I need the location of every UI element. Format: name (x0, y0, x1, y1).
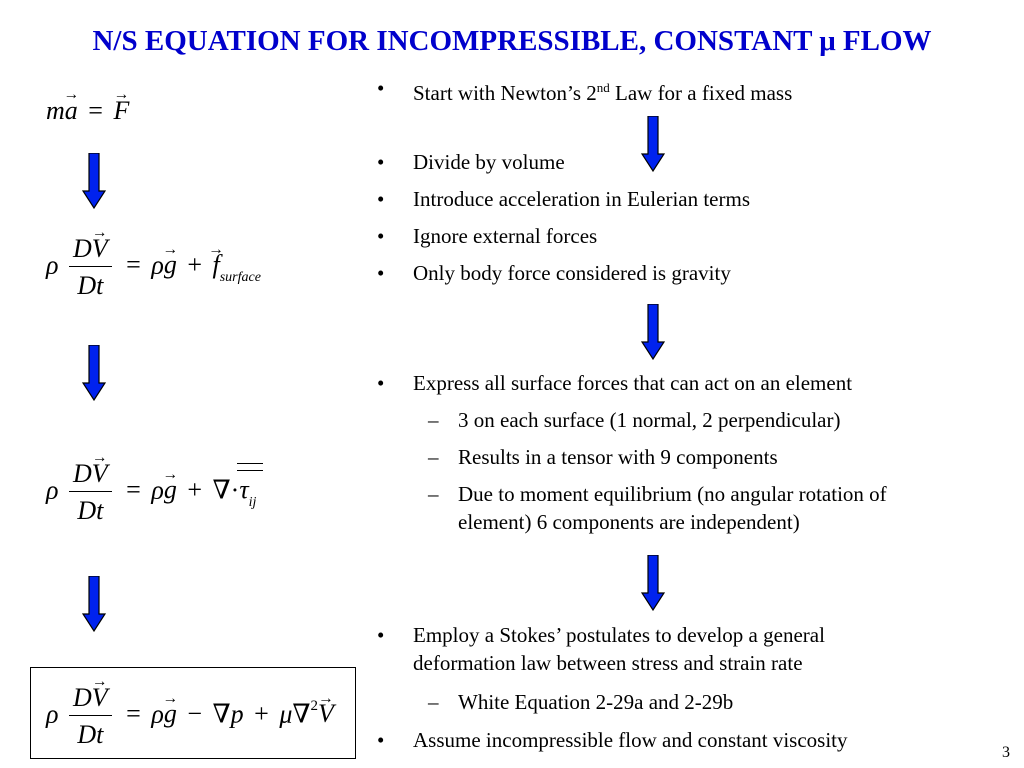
equation-momentum-stress (46, 459, 256, 526)
sub-bullet-three-per-surface (428, 406, 841, 434)
bullet-text: White Equation 2-29a and 2-29b (458, 690, 734, 714)
equals-sign: = (126, 250, 141, 280)
dash-marker: – (428, 445, 439, 469)
equals-sign: = (126, 475, 141, 505)
equation-navier-stokes (46, 683, 334, 750)
symbol-rho: ρ (46, 699, 59, 729)
bullet-text: Results in a tensor with 9 components (458, 445, 778, 469)
bullet-text: Divide by volume (413, 150, 565, 174)
bullet-text: element) 6 components are independent) (458, 510, 800, 534)
nabla-symbol: ∇ (292, 699, 311, 729)
bullet-marker: • (377, 187, 385, 211)
bullet-newton (377, 74, 793, 107)
symbol-D: D (72, 683, 92, 712)
vector-V: → V (92, 234, 108, 264)
bullet-divide-volume (377, 148, 565, 176)
bullet-text: Law for a fixed mass (609, 81, 793, 105)
down-arrow-icon (82, 345, 106, 401)
sub-bullet-white-equation (428, 688, 734, 716)
symbol-Dt: Dt (69, 266, 112, 301)
dash-marker: – (428, 690, 439, 714)
bullet-stokes (377, 621, 825, 677)
bullet-marker: • (377, 261, 385, 285)
symbol-Dt: Dt (69, 715, 112, 750)
symbol-D: D (72, 234, 92, 263)
dot-operator: · (230, 475, 240, 505)
down-arrow-icon (641, 304, 665, 360)
bullet-marker: • (377, 623, 385, 647)
bullet-marker: • (377, 76, 385, 100)
nabla-symbol: ∇ (212, 475, 231, 505)
bullet-text: Due to moment equilibrium (no angular rotation of (458, 482, 887, 506)
stress-tensor-tau: τ (239, 475, 249, 505)
symbol-rho: ρ (151, 699, 164, 729)
plus-sign: + (187, 475, 202, 505)
superscript-2: 2 (310, 698, 319, 715)
equation-newton (46, 96, 129, 126)
vector-g: → g (164, 475, 177, 505)
symbol-p: p (230, 699, 244, 729)
vector-f: → f (212, 250, 219, 280)
vector-V: → V (318, 699, 334, 729)
symbol-D: D (72, 459, 92, 488)
sub-bullet-moment-equilibrium (428, 480, 887, 536)
subscript-ij: ij (248, 495, 257, 511)
bullet-text: Only body force considered is gravity (413, 261, 731, 285)
dash-marker: – (428, 482, 439, 506)
slide-title: N/S EQUATION FOR INCOMPRESSIBLE, CONSTANT μ FLOW (92, 25, 932, 57)
sub-bullet-tensor (428, 443, 778, 471)
vector-V: → V (92, 459, 108, 489)
bullet-marker: • (377, 371, 385, 395)
vector-g: → g (164, 250, 177, 280)
bullet-text: Start with Newton’s 2 (413, 81, 597, 105)
material-derivative-fraction (69, 459, 112, 526)
bullet-text: Employ a Stokes’ postulates to develop a general (413, 623, 825, 647)
bullet-text: Assume incompressible flow and constant viscosity (413, 728, 848, 752)
symbol-rho: ρ (151, 475, 164, 505)
down-arrow-icon (641, 555, 665, 611)
symbol-Dt: Dt (69, 491, 112, 526)
minus-sign: − (187, 699, 202, 729)
bullet-marker: • (377, 728, 385, 752)
bullet-marker: • (377, 150, 385, 174)
vector-a: → a (65, 96, 78, 126)
plus-sign: + (187, 250, 202, 280)
bullet-superscript: nd (596, 80, 610, 95)
plus-sign: + (254, 699, 269, 729)
down-arrow-icon (82, 153, 106, 209)
equals-sign: = (88, 96, 103, 125)
bullet-text: Ignore external forces (413, 224, 598, 248)
material-derivative-fraction (69, 234, 112, 301)
symbol-mu: μ (279, 699, 293, 729)
equation-momentum-surface (46, 234, 261, 301)
bullet-text: 3 on each surface (1 normal, 2 perpendicular) (458, 408, 841, 432)
equals-sign: = (126, 699, 141, 729)
subscript-surface: surface (219, 270, 261, 286)
bullet-gravity (377, 259, 731, 287)
bullet-surface-forces (377, 369, 853, 397)
page-number: 3 (1002, 744, 1010, 761)
bullet-text: Express all surface forces that can act on an element (413, 371, 853, 395)
dash-marker: – (428, 408, 439, 432)
symbol-m: m (46, 96, 65, 125)
symbol-rho: ρ (46, 475, 59, 505)
bullet-text: Introduce acceleration in Eulerian terms (413, 187, 751, 211)
bullet-eulerian (377, 185, 751, 213)
symbol-rho: ρ (46, 250, 59, 280)
bullet-marker: • (377, 224, 385, 248)
symbol-rho: ρ (151, 250, 164, 280)
bullet-text: deformation law between stress and strain rate (413, 651, 803, 675)
nabla-symbol: ∇ (212, 699, 231, 729)
down-arrow-icon (82, 576, 106, 632)
vector-V: → V (92, 683, 108, 713)
bullet-incompressible (377, 726, 848, 754)
vector-F: → F (113, 96, 129, 126)
down-arrow-icon (641, 116, 665, 172)
material-derivative-fraction (69, 683, 112, 750)
bullet-external-forces (377, 222, 598, 250)
vector-g: → g (164, 699, 177, 729)
